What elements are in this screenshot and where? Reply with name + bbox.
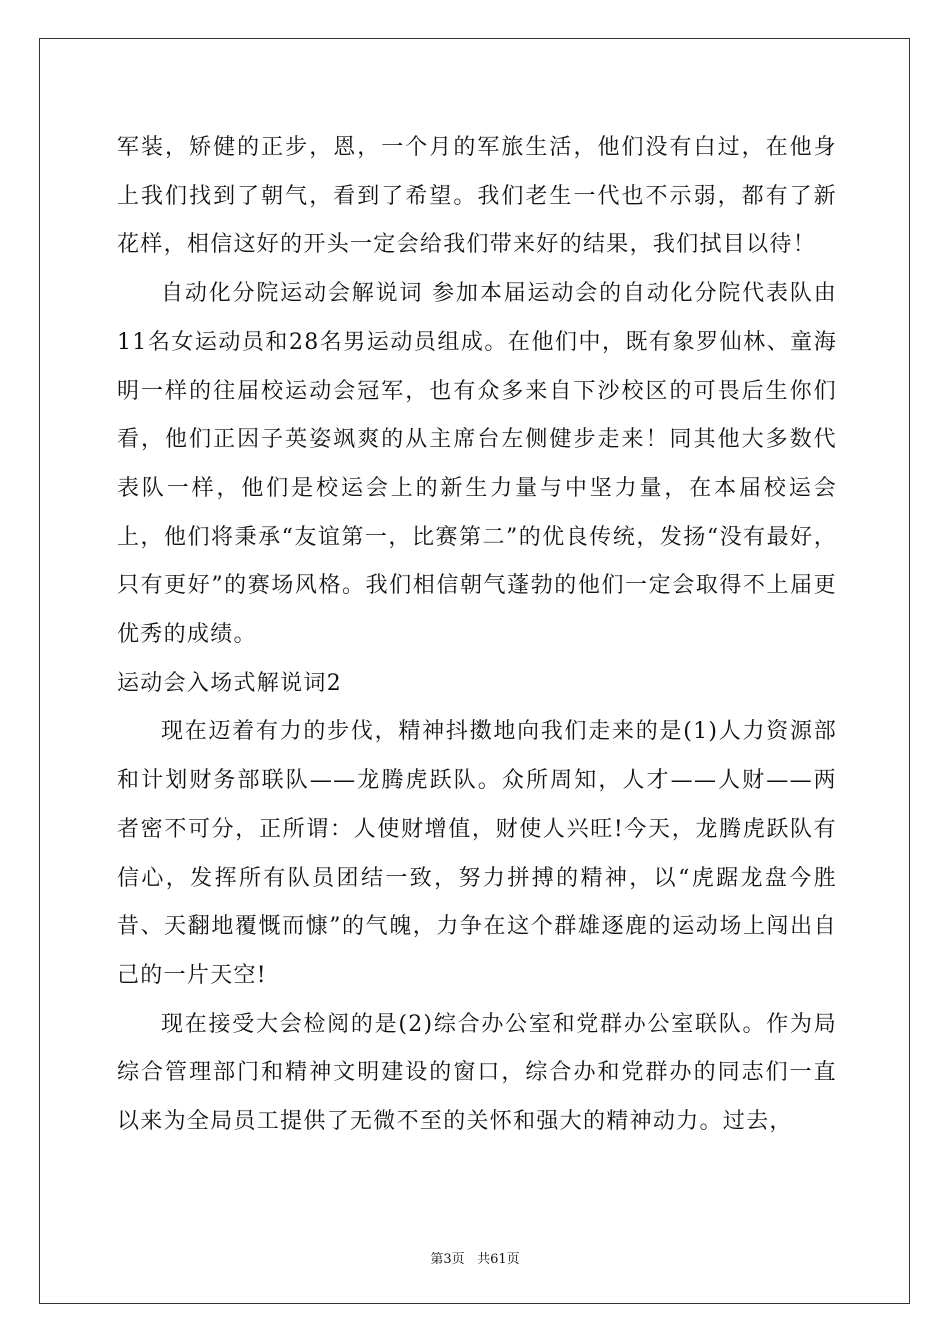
page-footer	[0, 1248, 950, 1267]
page-total: 共61页	[477, 1252, 520, 1267]
section-heading: 运动会入场式解说词2	[117, 670, 342, 696]
document-body	[117, 124, 837, 1147]
paragraph-4: 现在接受大会检阅的是(2)综合办公室和党群办公室联队。作为局综合管理部门和精神文明建设的窗口，综合办和党群办的同志们一直以来为全局员工提供了无微不至的关怀和强大的精神动力。过去，	[117, 1011, 837, 1135]
paragraph-3: 现在迈着有力的步伐，精神抖擞地向我们走来的是(1)人力资源部和计划财务部联队——龙腾虎跃队。众所周知，人才——人财——两者密不可分，正所谓：人使财增值，财使人兴旺!今天，龙腾虎跃队有信心，发挥所有队员团结一致，努力拼搏的精神，以“虎踞龙盘今胜昔、天翻地覆慨而慷”的气魄，力争在这个群雄逐鹿的运动场上闯出自己的一片天空!	[117, 719, 837, 988]
page-number: 第3页	[430, 1252, 465, 1267]
paragraph-2: 自动化分院运动会解说词 参加本届运动会的自动化分院代表队由11名女运动员和28名男运动员组成。在他们中，既有象罗仙林、童海明一样的往届校运动会冠军，也有众多来自下沙校区的可畏后生你们看，他们正因子英姿飒爽的从主席台左侧健步走来！同其他大多数代表队一样，他们是校运会上的新生力量与中坚力量，在本届校运会上，他们将秉承“友谊第一，比赛第二”的优良传统，发扬“没有最好，只有更好”的赛场风格。我们相信朝气蓬勃的他们一定会取得不上届更优秀的成绩。	[117, 281, 837, 648]
paragraph-1: 军装，矫健的正步，恩，一个月的军旅生活，他们没有白过，在他身上我们找到了朝气，看到了希望。我们老生一代也不示弱，都有了新花样，相信这好的开头一定会给我们带来好的结果，我们拭目以待！	[117, 135, 837, 258]
